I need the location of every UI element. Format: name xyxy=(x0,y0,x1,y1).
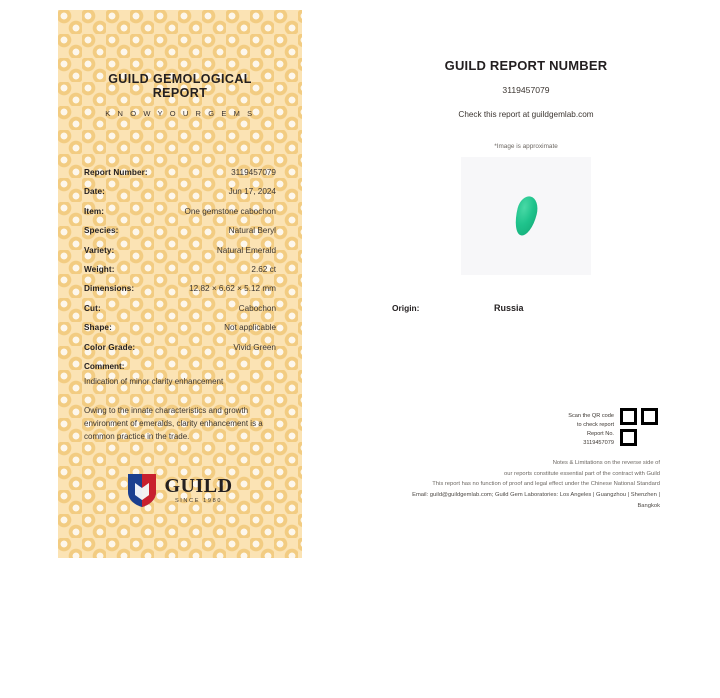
qr-text xyxy=(563,407,614,448)
field-label: Variety: xyxy=(84,245,115,255)
comment-label: Comment: xyxy=(84,361,125,371)
footer-line-3: This report has no function of proof and legal effect under the Chinese National Standard xyxy=(432,481,660,488)
field-label: Species: xyxy=(84,226,119,236)
field-row xyxy=(84,187,276,196)
qr-finder-icon xyxy=(620,429,637,446)
field-value: 12.82 × 6.62 × 5.12 mm xyxy=(189,284,276,294)
comment-text: Indication of minor clarity enhancement xyxy=(84,376,224,386)
footer-notes xyxy=(392,458,660,512)
qr-code-icon[interactable] xyxy=(619,407,659,447)
image-approx-note: *Image is approximate xyxy=(494,143,558,150)
logo-since: SINCE 1980 xyxy=(174,497,223,504)
report-number-value: 3119457079 xyxy=(502,85,550,95)
field-value: Not applicable xyxy=(224,323,276,333)
certificate-subtitle: K N O W Y O U R G E M S xyxy=(105,109,255,118)
footer-line-1: Notes & Limitations on the reverse side of xyxy=(552,460,660,466)
qr-line-1: Scan the QR code xyxy=(568,413,614,419)
field-label: Report Number: xyxy=(84,168,148,177)
field-label: Cut: xyxy=(84,303,101,313)
field-row xyxy=(84,343,276,352)
field-value: 3119457079 xyxy=(231,168,276,177)
certificate-title: GUILD GEMOLOGICAL REPORT xyxy=(108,72,252,100)
qr-section xyxy=(563,407,659,448)
origin-row xyxy=(392,303,660,313)
guild-logo xyxy=(58,472,302,508)
gemstone-shape xyxy=(511,194,540,238)
field-row xyxy=(84,265,276,274)
logo-wordmark: GUILD xyxy=(164,474,233,497)
shield-icon xyxy=(127,472,157,508)
certificate-fields xyxy=(84,168,276,352)
comment-row xyxy=(84,362,276,371)
field-row xyxy=(84,168,276,177)
report-summary xyxy=(392,58,660,313)
field-value: Jun 17, 2024 xyxy=(228,187,276,197)
certificate-card xyxy=(58,10,302,558)
field-value: 2.62 ct xyxy=(251,264,276,274)
field-row xyxy=(84,246,276,255)
field-row xyxy=(84,323,276,332)
footer-contact: Email: guild@guildgemlab.com; Guild Gem Laboratories: Los Angeles | Guangzhou | Shenzhen | Bangkok xyxy=(412,492,660,509)
field-value: Natural Beryl xyxy=(228,226,276,236)
field-row xyxy=(84,284,276,293)
logo-text xyxy=(164,476,232,505)
field-value: Cabochon xyxy=(238,303,276,313)
origin-label: Origin: xyxy=(392,303,420,313)
field-label: Dimensions: xyxy=(84,284,135,294)
gemstone-photo xyxy=(461,157,591,275)
origin-value: Russia xyxy=(494,303,524,313)
field-label: Date: xyxy=(84,187,105,197)
field-label: Color Grade: xyxy=(84,342,136,352)
comment-note: Owing to the innate characteristics and growth environment of emeralds, clarity enhancement is a common practice in the trade. xyxy=(84,405,263,441)
qr-report-number: Report No. 3119457079 xyxy=(583,430,614,446)
field-value: Natural Emerald xyxy=(216,245,276,255)
field-label: Item: xyxy=(84,206,105,216)
field-row xyxy=(84,226,276,235)
field-value: One gemstone cabochon xyxy=(184,206,276,216)
field-label: Shape: xyxy=(84,323,112,333)
field-row xyxy=(84,304,276,313)
field-label: Weight: xyxy=(84,264,115,274)
field-row xyxy=(84,207,276,216)
qr-line-2: to check report xyxy=(577,421,614,428)
footer-line-2: our reports constitute essential part of the contract with Guild xyxy=(504,470,660,477)
check-report-link[interactable]: Check this report at guildgemlab.com xyxy=(458,110,594,119)
report-number-title: GUILD REPORT NUMBER xyxy=(444,58,608,73)
field-value: Vivid Green xyxy=(233,342,276,352)
